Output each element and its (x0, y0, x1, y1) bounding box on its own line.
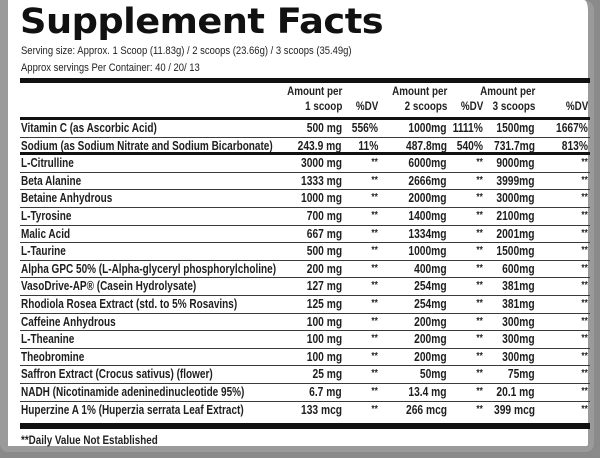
header-dv-3: %DV (565, 99, 588, 113)
amount-1-scoop: 127 mg (306, 279, 342, 294)
dv-2-scoops: ** (476, 368, 483, 380)
amount-2-scoops: 2000mg (408, 191, 447, 206)
amount-3-scoops: 1500mg (496, 244, 535, 259)
amount-3-scoops: 1500mg (496, 121, 535, 135)
ingredient-name: Theobromine (21, 349, 85, 364)
dv-1-scoop: ** (371, 368, 378, 380)
table-row (20, 384, 590, 402)
amount-3-scoops: 381mg (502, 279, 535, 294)
header-dv-2: %DV (460, 99, 483, 113)
serving-size: Serving size: Approx. 1 Scoop (11.83g) / 2 scoops (23.66g) / 3 scoops (35.49g) (21, 45, 352, 57)
dv-3-scoops: ** (581, 280, 588, 292)
ingredient-name: L-Citrulline (21, 156, 74, 171)
dv-3-scoops: ** (581, 192, 588, 204)
ingredient-name: Caffeine Anhydrous (21, 314, 116, 329)
table-row (20, 155, 590, 173)
ingredient-name: L-Theanine (21, 332, 75, 347)
amount-2-scoops: 200mg (414, 314, 447, 329)
ingredient-name: Beta Alanine (21, 173, 82, 188)
dv-3-scoops: ** (581, 368, 588, 380)
table-row (20, 261, 590, 279)
dv-2-scoops: ** (476, 262, 483, 274)
amount-2-scoops: 13.4 mg (408, 384, 447, 399)
amount-3-scoops: 300mg (502, 349, 535, 364)
ingredient-name: Malic Acid (21, 226, 71, 241)
amount-1-scoop: 100 mg (306, 314, 342, 329)
table-row (20, 349, 590, 367)
dv-1-scoop: ** (371, 280, 378, 292)
amount-1-scoop: 100 mg (306, 332, 342, 347)
dv-2-scoops: ** (476, 280, 483, 292)
table-row (20, 208, 590, 226)
top-divider-bar (20, 78, 590, 83)
amount-2-scoops: 1000mg (408, 244, 447, 259)
dv-1-scoop: ** (371, 297, 378, 309)
dv-1-scoop: ** (371, 174, 378, 186)
dv-2-scoops: ** (476, 333, 483, 345)
dv-3-scoops: ** (581, 227, 588, 239)
dv-1-scoop: ** (371, 333, 378, 345)
ingredient-table (20, 120, 590, 419)
dv-2-scoops: 540% (456, 138, 483, 153)
amount-1-scoop: 243.9 mg (298, 138, 342, 153)
dv-3-scoops: ** (581, 297, 588, 309)
table-row (20, 366, 590, 384)
dv-3-scoops: ** (581, 262, 588, 274)
amount-3-scoops: 399 mcg (493, 402, 535, 417)
dv-3-scoops: ** (581, 174, 588, 186)
dv-1-scoop: ** (371, 192, 378, 204)
table-header (20, 84, 590, 116)
amount-3-scoops: 3000mg (496, 191, 535, 206)
ingredient-name: Betaine Anhydrous (21, 191, 113, 206)
amount-1-scoop: 700 mg (306, 208, 342, 223)
amount-2-scoops: 254mg (414, 279, 447, 294)
amount-2-scoops: 1400mg (408, 208, 447, 223)
amount-1-scoop: 1000 mg (300, 191, 342, 206)
table-row (20, 120, 590, 138)
bottom-divider-bar (20, 423, 590, 429)
header-amount-2: Amount per 2 scoops (391, 84, 447, 113)
dv-2-scoops: ** (476, 227, 483, 239)
amount-1-scoop: 6.7 mg (309, 384, 342, 399)
dv-2-scoops: ** (476, 297, 483, 309)
dv-1-scoop: ** (371, 385, 378, 397)
dv-3-scoops: ** (581, 157, 588, 169)
amount-2-scoops: 6000mg (408, 156, 447, 171)
dv-2-scoops: 1111% (452, 121, 483, 135)
amount-2-scoops: 2666mg (408, 173, 447, 188)
dv-3-scoops: ** (581, 209, 588, 221)
amount-3-scoops: 20.1 mg (496, 384, 535, 399)
dv-2-scoops: ** (476, 209, 483, 221)
amount-2-scoops: 50mg (420, 367, 447, 382)
amount-3-scoops: 2100mg (496, 208, 535, 223)
ingredient-name: Saffron Extract (Crocus sativus) (flower) (21, 367, 213, 382)
amount-3-scoops: 600mg (502, 261, 535, 276)
ingredient-name: Huperzine A 1% (Huperzia serrata Leaf Extract) (21, 402, 244, 417)
dv-3-scoops: ** (581, 385, 588, 397)
table-row (20, 296, 590, 314)
amount-2-scoops: 200mg (414, 332, 447, 347)
servings-per-container: Approx servings Per Container: 40 / 20/ 13 (21, 62, 200, 74)
dv-1-scoop: ** (371, 350, 378, 362)
ingredient-name: Sodium (as Sodium Nitrate and Sodium Bicarbonate) (21, 138, 273, 153)
dv-3-scoops: ** (581, 245, 588, 257)
ingredient-name: Rhodiola Rosea Extract (std. to 5% Rosavins) (21, 296, 238, 311)
ingredient-name: L-Taurine (21, 244, 66, 259)
amount-1-scoop: 3000 mg (300, 156, 342, 171)
amount-2-scoops: 200mg (414, 349, 447, 364)
dv-3-scoops: ** (581, 403, 588, 415)
dv-2-scoops: ** (476, 350, 483, 362)
dv-2-scoops: ** (476, 157, 483, 169)
table-row (20, 190, 590, 208)
amount-2-scoops: 266 mcg (405, 402, 447, 417)
dv-1-scoop: ** (371, 315, 378, 327)
amount-1-scoop: 200 mg (306, 261, 342, 276)
amount-2-scoops: 254mg (414, 296, 447, 311)
dv-2-scoops: ** (476, 245, 483, 257)
dv-2-scoops: ** (476, 174, 483, 186)
table-row (20, 278, 590, 296)
amount-2-scoops: 1334mg (408, 226, 447, 241)
amount-1-scoop: 100 mg (306, 349, 342, 364)
header-amount-3: Amount per 3 scoops (479, 84, 535, 113)
table-row (20, 402, 590, 420)
ingredient-name: L-Tyrosine (21, 208, 72, 223)
amount-3-scoops: 300mg (502, 314, 535, 329)
amount-1-scoop: 1333 mg (300, 173, 342, 188)
amount-1-scoop: 667 mg (306, 226, 342, 241)
label-title: Supplement Facts (20, 2, 384, 42)
ingredient-name: Vitamin C (as Ascorbic Acid) (21, 121, 157, 135)
dv-1-scoop: 556% (351, 121, 378, 135)
amount-3-scoops: 75mg (508, 367, 535, 382)
dv-3-scoops: 1667% (556, 121, 588, 135)
dv-1-scoop: ** (371, 157, 378, 169)
amount-3-scoops: 3999mg (496, 173, 535, 188)
table-row (20, 138, 590, 156)
amount-1-scoop: 133 mcg (300, 402, 342, 417)
dv-2-scoops: ** (476, 315, 483, 327)
ingredient-name: Alpha GPC 50% (L-Alpha-glyceryl phosphorylcholine) (21, 261, 277, 276)
amount-2-scoops: 400mg (414, 261, 447, 276)
dv-1-scoop: ** (371, 209, 378, 221)
dv-2-scoops: ** (476, 403, 483, 415)
amount-3-scoops: 381mg (502, 296, 535, 311)
amount-1-scoop: 500 mg (306, 244, 342, 259)
table-row (20, 314, 590, 332)
table-row (20, 243, 590, 261)
dv-3-scoops: ** (581, 333, 588, 345)
dv-1-scoop: ** (371, 262, 378, 274)
amount-1-scoop: 125 mg (306, 296, 342, 311)
dv-1-scoop: 11% (358, 138, 378, 153)
ingredient-name: NADH (Nicotinamide adeninedinucleotide 95%) (21, 384, 245, 399)
amount-3-scoops: 9000mg (496, 156, 535, 171)
table-row (20, 173, 590, 191)
amount-3-scoops: 2001mg (496, 226, 535, 241)
amount-2-scoops: 1000mg (408, 121, 447, 135)
table-row (20, 226, 590, 244)
ingredient-name: VasoDrive-AP® (Casein Hydrolysate) (21, 279, 197, 294)
dv-3-scoops: ** (581, 315, 588, 327)
amount-2-scoops: 487.8mg (405, 138, 447, 153)
footnote: **Daily Value Not Established (21, 433, 158, 447)
dv-1-scoop: ** (371, 227, 378, 239)
dv-3-scoops: ** (581, 350, 588, 362)
amount-3-scoops: 300mg (502, 332, 535, 347)
amount-1-scoop: 500 mg (306, 121, 342, 135)
table-row (20, 331, 590, 349)
dv-1-scoop: ** (371, 403, 378, 415)
header-amount-1: Amount per 1 scoop (286, 84, 342, 113)
amount-1-scoop: 25 mg (312, 367, 342, 382)
dv-1-scoop: ** (371, 245, 378, 257)
dv-2-scoops: ** (476, 385, 483, 397)
header-dv-1: %DV (355, 99, 378, 113)
dv-2-scoops: ** (476, 192, 483, 204)
dv-3-scoops: 813% (561, 138, 588, 153)
amount-3-scoops: 731.7mg (493, 138, 535, 153)
